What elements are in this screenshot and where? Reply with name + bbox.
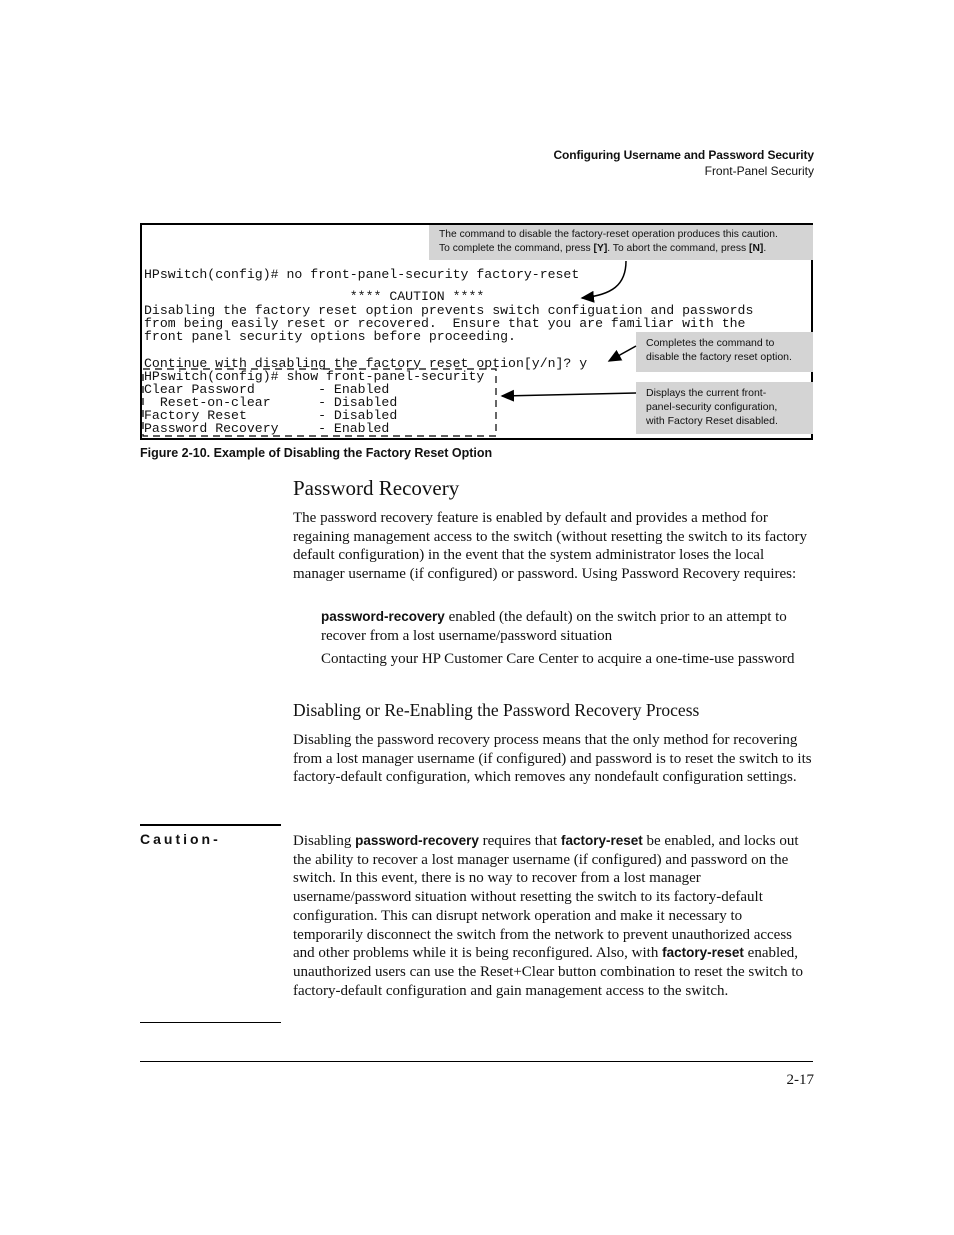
arrow-to-show-output [502, 393, 636, 396]
section-intro: The password recovery feature is enabled by default and provides a method for regaining management access to the switch (without resetting the switch to its factory default configuration) in the event that the system administrator loses the local manager username (if configured) or password. Using Password Recovery requires: [293, 510, 808, 583]
list-item: password-recovery enabled (the default) on the switch prior to an attempt to recover from a lost username/password situation [321, 609, 787, 644]
section-heading: Password Recovery [293, 476, 460, 500]
subsection-heading: Disabling or Re-Enabling the Password Recovery Process [293, 700, 700, 720]
cli-line-warning-3: front panel security options before proceeding. [144, 329, 516, 344]
callout-caution-line1: The command to disable the factory-reset operation produces this caution. [439, 229, 778, 240]
cli-line-clear-password: Clear Password - Enabled [144, 382, 390, 397]
key-n: [N] [749, 243, 764, 254]
cli-line-show-command: HPswitch(config)# show front-panel-security [144, 369, 485, 384]
cli-line-warning-1: Disabling the factory reset option prevents switch configuation and passwords [144, 303, 754, 318]
command-keyword: factory-reset [560, 833, 643, 848]
command-keyword: password-recovery [321, 609, 445, 624]
cli-line-confirm: Continue with disabling the factory reset option[y/n]? y [144, 356, 588, 371]
figure-caption: Figure 2-10. Example of Disabling the Factory Reset Option [140, 446, 493, 460]
running-header-subtitle: Front-Panel Security [704, 164, 814, 178]
callout-caution-note: The command to disable the factory-reset operation produces this caution. To complete the command, press [Y]. To abort the command, press [N]. [429, 225, 813, 260]
cli-line-caution: **** CAUTION **** [144, 289, 485, 304]
caution-top-rule [140, 824, 281, 826]
callout-completes-command: Completes the command to disable the factory reset option. [636, 332, 813, 372]
list-item: Contacting your HP Customer Care Center to acquire a one-time-use password [321, 651, 795, 667]
cli-line-warning-2: from being easily reset or recovered. Ensure that you are familiar with the [144, 316, 746, 331]
key-y: [Y] [593, 243, 608, 254]
command-keyword: factory-reset [662, 945, 744, 961]
caution-text: Disabling password-recovery requires that factory-reset be enabled, and locks out the ability to recover a lost manager username (if configured) and password on the switch. In this event, there is no way to recover from a lost manager username/password situation without resetting the switch to its factory-default configuration. This can disrupt network operation and make it necessary to temporarily disconnect the switch from the network to prevent unauthorized access and other problems while it is being reconfigured. Also, with factory-reset enabled, unauthorized users can use the Reset+Clear button combination to reset the switch to factory-default configuration and gain management access to the switch. [293, 833, 803, 999]
caution-bottom-rule [140, 1022, 281, 1023]
callout-displays-config: Displays the current front- panel-security configuration, with Factory Reset disabled. [636, 382, 813, 434]
subsection-paragraph: Disabling the password recovery process means that the only method for recovering from a lost manager username (if configured) and password is to reset the switch to its factory-default configuration, which removes any nondefault configuration settings. [293, 732, 812, 786]
running-header-title: Configuring Username and Password Security [553, 148, 814, 162]
cli-line-factory-reset: Factory Reset - Disabled [144, 408, 398, 423]
arrow-to-confirm [609, 346, 636, 361]
cli-line-reset-on-clear: Reset-on-clear - Disabled [144, 395, 398, 410]
cli-line-password-recovery: Password Recovery - Enabled [144, 421, 390, 436]
arrow-to-caution [582, 261, 626, 298]
caution-label: Caution- [140, 831, 221, 847]
command-keyword: password-recovery [355, 833, 479, 848]
footer-rule [140, 1061, 813, 1062]
page-number: 2-17 [786, 1072, 814, 1088]
cli-line-command: HPswitch(config)# no front-panel-security factory-reset [144, 267, 580, 282]
figure-cli-example [140, 223, 813, 440]
